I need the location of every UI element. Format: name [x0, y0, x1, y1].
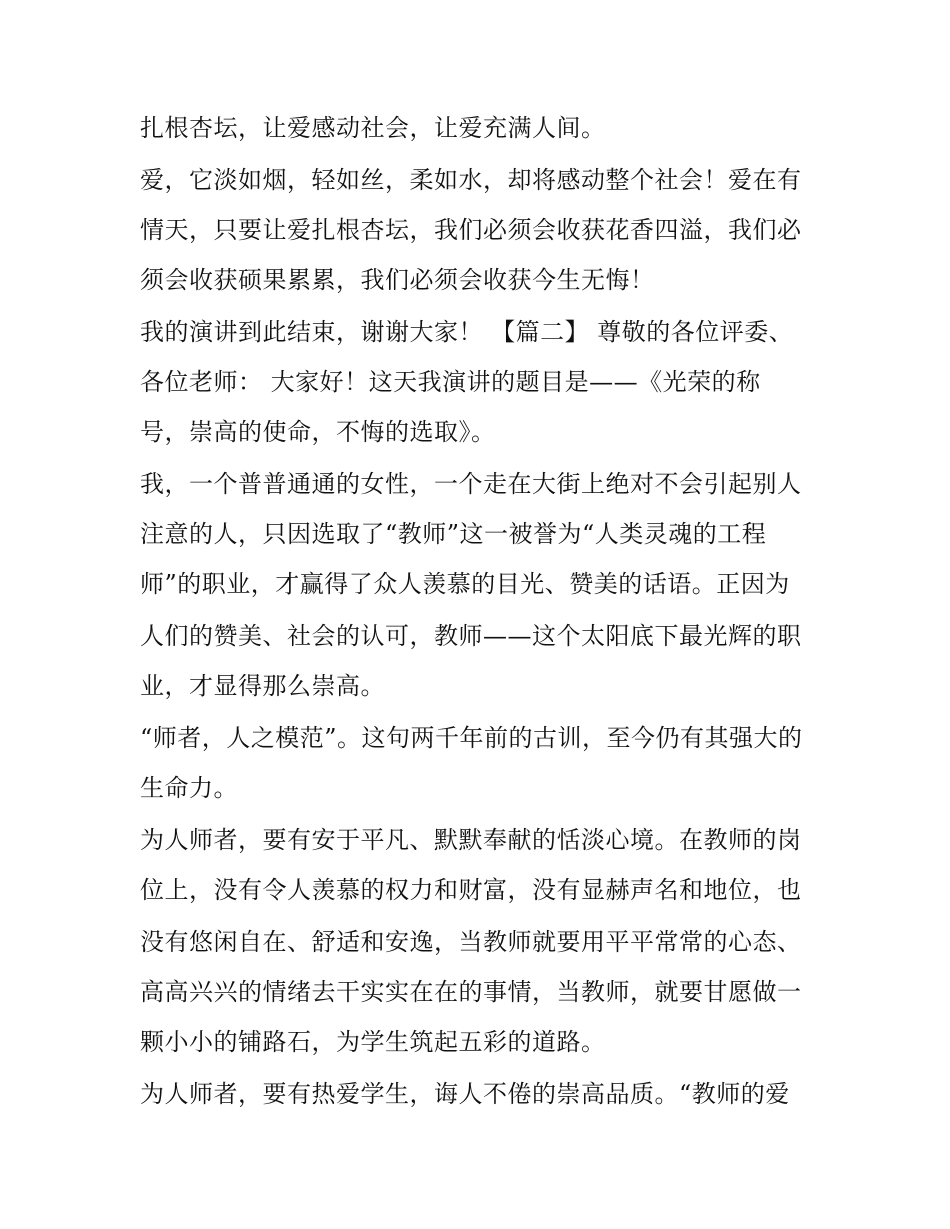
text-line: 师”的职业，才赢得了众人羡慕的目光、赞美的话语。正因为 [140, 570, 790, 598]
text-line: 各位老师： 大家好！这天我演讲的题目是——《光荣的称 [140, 368, 761, 396]
text-line: 爱，它淡如烟，轻如丝，柔如水，却将感动整个社会！爱在有 [140, 166, 802, 194]
text-line: “师者，人之模范”。这句两千年前的古训，至今仍有其强大的 [140, 724, 803, 752]
text-line: 人们的赞美、社会的认可，教师——这个太阳底下最光辉的职 [140, 622, 802, 650]
text-line: 扎根杏坛，让爱感动社会，让爱充满人间。 [140, 114, 606, 142]
text-line: 我，一个普普通通的女性，一个走在大街上绝对不会引起别人 [140, 470, 802, 498]
text-line: 我的演讲到此结束，谢谢大家！ 【篇二】 尊敬的各位评委、 [140, 318, 794, 346]
text-line: 须会收获硕果累累，我们必须会收获今生无悔！ [140, 266, 655, 294]
text-line: 颗小小的铺路石，为学生筑起五彩的道路。 [140, 1028, 606, 1056]
text-line: 位上，没有令人羡慕的权力和财富，没有显赫声名和地位，也 [140, 876, 802, 904]
text-line: 没有悠闲自在、舒适和安逸，当教师就要用平平常常的心态、 [140, 928, 802, 956]
text-line: 为人师者，要有安于平凡、默默奉献的恬淡心境。在教师的岗 [140, 826, 802, 854]
text-line: 注意的人，只因选取了“教师”这一被誉为“人类灵魂的工程 [140, 520, 767, 548]
text-line: 情天，只要让爱扎根杏坛，我们必须会收获花香四溢，我们必 [140, 216, 802, 244]
text-line: 为人师者，要有热爱学生，诲人不倦的崇高品质。“教师的爱 [140, 1080, 790, 1108]
text-line: 高高兴兴的情绪去干实实在在的事情，当教师，就要甘愿做一 [140, 978, 802, 1006]
text-line: 号，崇高的使命，不悔的选取》。 [140, 418, 496, 446]
text-line: 生命力。 [140, 774, 238, 802]
text-line: 业，才显得那么崇高。 [140, 672, 385, 700]
